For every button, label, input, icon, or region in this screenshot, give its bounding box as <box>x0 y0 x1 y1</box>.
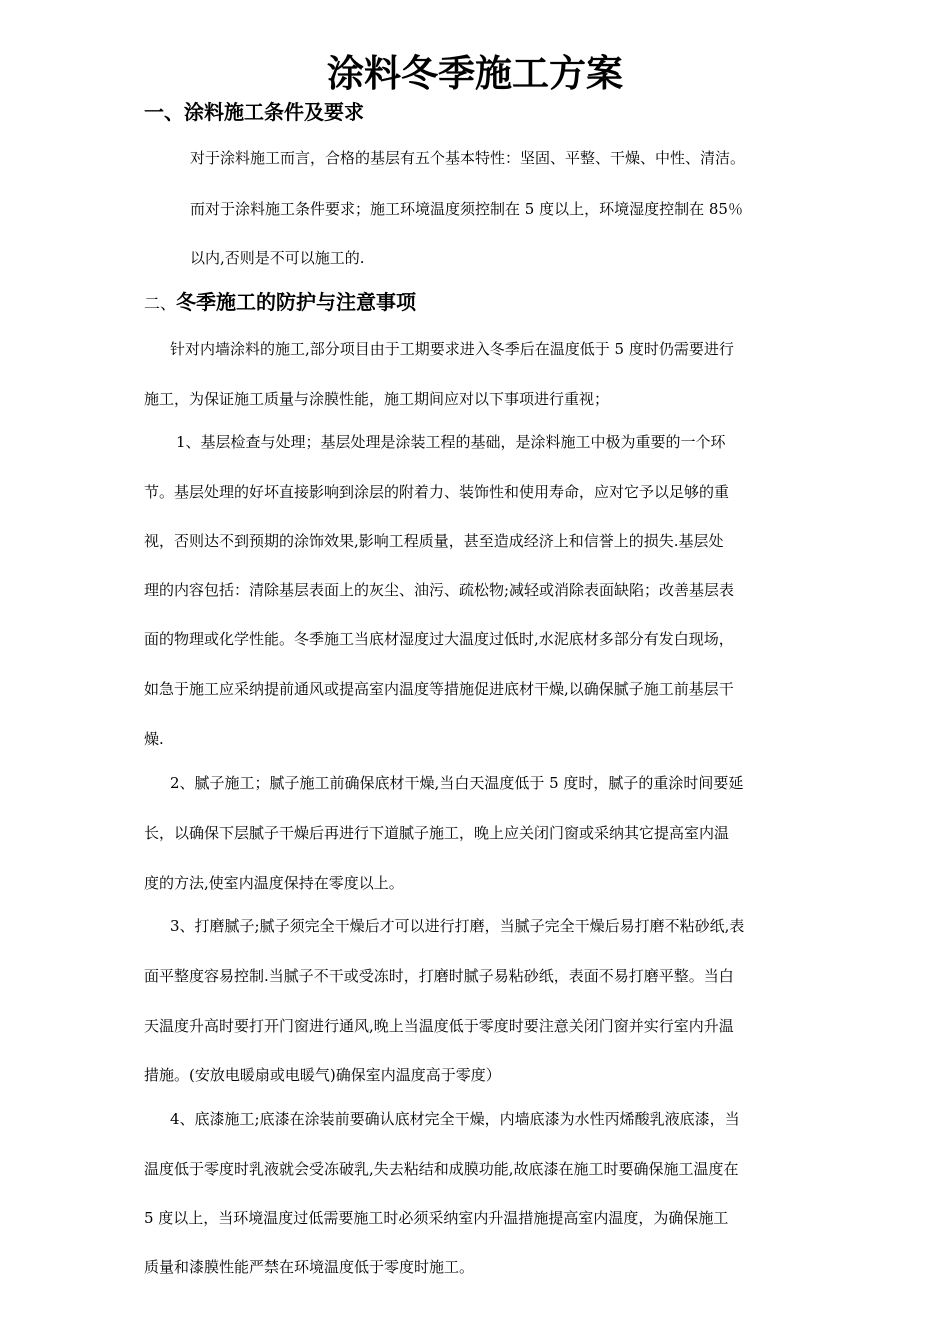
item-1-line-2: 节。基层处理的好坏直接影响到涂层的附着力、装饰性和使用寿命，应对它予以足够的重 <box>144 483 730 501</box>
item-2-line-3: 度的方法,使室内温度保持在零度以上。 <box>144 874 404 892</box>
item-1-line-3: 视，否则达不到预期的涂饰效果,影响工程质量，甚至造成经济上和信誉上的损失.基层处 <box>144 532 724 550</box>
section-1-line-2: 而对于涂料施工条件要求；施工环境温度须控制在 5 度以上，环境湿度控制在 85％ <box>190 200 743 218</box>
item-3-line-4: 措施。(安放电暖扇或电暖气)确保室内温度高于零度） <box>144 1066 501 1084</box>
item-3-line-3: 天温度升高时要打开门窗进行通风,晚上当温度低于零度时要注意关闭门窗并实行室内升温 <box>144 1017 734 1035</box>
item-4-line-4: 质量和漆膜性能严禁在环境温度低于零度时施工。 <box>144 1258 475 1276</box>
section-2-heading-number: 二、 <box>144 294 177 313</box>
section-2-heading-text: 冬季施工的防护与注意事项 <box>176 290 417 314</box>
item-4-line-3: 5 度以上，当环境温度过低需要施工时必须采纳室内升温措施提高室内温度，为确保施工 <box>144 1209 729 1227</box>
section-1-line-1: 对于涂料施工而言，合格的基层有五个基本特性：坚固、平整、干燥、中性、清洁。 <box>190 149 746 167</box>
item-2-line-1: 2、腻子施工；腻子施工前确保底材干燥,当白天温度低于 5 度时，腻子的重涂时间要延 <box>170 774 744 792</box>
item-3-line-1: 3、打磨腻子;腻子须完全干燥后才可以进行打磨，当腻子完全干燥后易打磨不粘砂纸,表 <box>170 917 745 935</box>
section-1-heading: 一、涂料施工条件及要求 <box>144 100 364 124</box>
item-2-line-2: 长，以确保下层腻子干燥后再进行下道腻子施工，晚上应关闭门窗或采纳其它提高室内温 <box>144 824 730 842</box>
item-1-line-1: 1、基层检查与处理；基层处理是涂装工程的基础，是涂料施工中极为重要的一个环 <box>176 433 726 451</box>
section-2-heading <box>144 287 416 319</box>
section-1-line-3: 以内,否则是不可以施工的. <box>190 249 365 267</box>
item-4-line-2: 温度低于零度时乳液就会受冻破乳,失去粘结和成膜功能,故底漆在施工时要确保施工温度在 <box>144 1160 739 1178</box>
item-3-line-2: 面平整度容易控制.当腻子不干或受冻时，打磨时腻子易粘砂纸，表面不易打磨平整。当白 <box>144 967 734 985</box>
item-1-line-6: 如急于施工应采纳提前通风或提高室内温度等措施促进底材干燥,以确保腻子施工前基层干 <box>144 680 734 698</box>
section-2-intro-line-1: 针对内墙涂料的施工,部分项目由于工期要求进入冬季后在温度低于 5 度时仍需要进行 <box>170 340 734 358</box>
document-title: 涂料冬季施工方案 <box>327 52 623 95</box>
item-1-line-4: 理的内容包括：清除基层表面上的灰尘、油污、疏松物;减轻或消除表面缺陷；改善基层表 <box>144 581 735 599</box>
item-1-line-5: 面的物理或化学性能。冬季施工当底材湿度过大温度过低时,水泥底材多部分有发白现场， <box>144 630 734 648</box>
item-1-line-7: 燥. <box>144 730 164 748</box>
section-2-intro-line-2: 施工，为保证施工质量与涂膜性能，施工期间应对以下事项进行重视； <box>144 390 610 408</box>
item-4-line-1: 4、底漆施工;底漆在涂装前要确认底材完全干燥，内墙底漆为水性丙烯酸乳液底漆，当 <box>170 1110 740 1128</box>
